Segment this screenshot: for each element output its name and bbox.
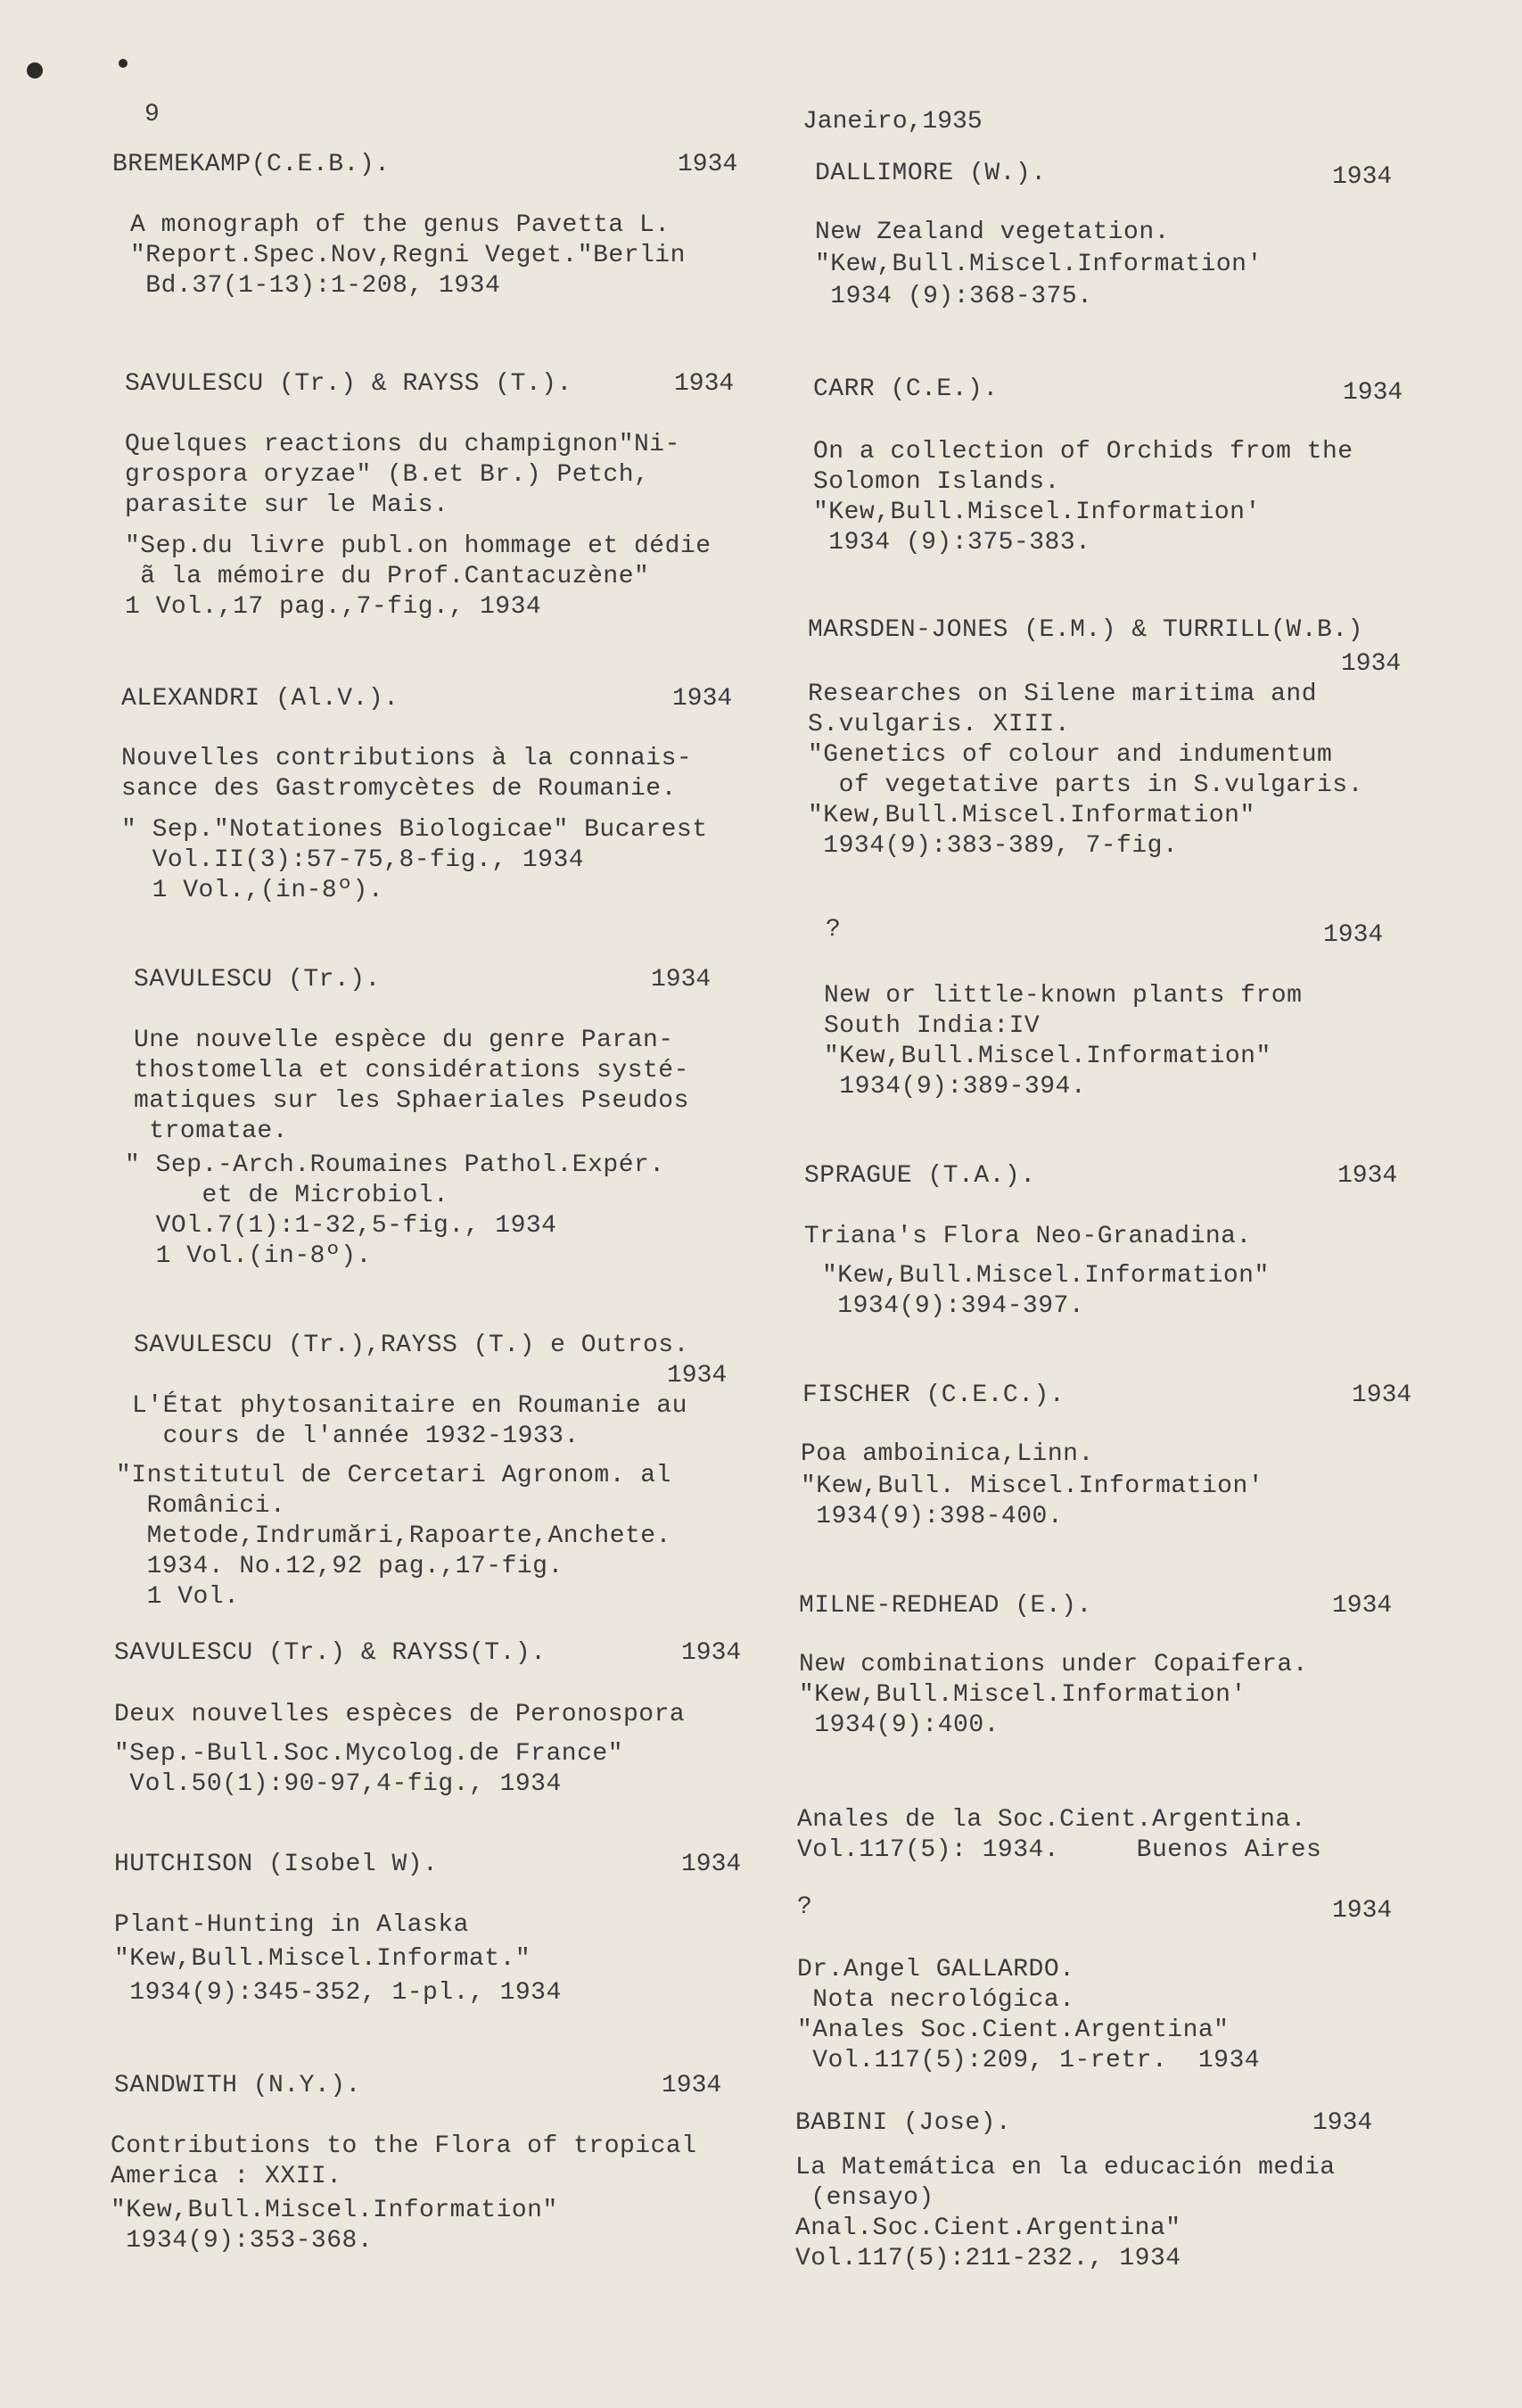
entry-line: "Sep.-Bull.Soc.Mycolog.de France" — [114, 1740, 623, 1768]
entry-line: "Kew,Bull.Miscel.Information" — [111, 2197, 558, 2224]
entry-line: Anal.Soc.Cient.Argentina" — [795, 2214, 1181, 2242]
entry-line: 1934(9):389-394. — [824, 1073, 1087, 1101]
entry-year: 1934 — [1323, 921, 1384, 949]
entry-line: America : XXII. — [111, 2163, 342, 2190]
entry-line: New Zealand vegetation. — [815, 219, 1170, 246]
entry-author: ALEXANDRI (Al.V.). — [121, 685, 399, 713]
entry-line: " Sep."Notationes Biologicae" Bucarest — [121, 816, 708, 844]
entry-author: ? — [826, 916, 842, 944]
entry-line: matiques sur les Sphaeriales Pseudos — [134, 1087, 689, 1115]
entry-author: SPRAGUE (T.A.). — [804, 1162, 1036, 1190]
entry-year: 1934 — [1337, 1162, 1398, 1190]
entry-line: 1 Vol. — [116, 1583, 240, 1611]
entry-author: FISCHER (C.E.C.). — [802, 1381, 1065, 1409]
entry-line: Vol.117(5): 1934. Buenos Aires — [797, 1836, 1322, 1864]
entry-author: Anales de la Soc.Cient.Argentina. — [797, 1806, 1306, 1834]
entry-author: SAVULESCU (Tr.),RAYSS (T.) e Outros. — [134, 1332, 689, 1359]
entry-line: (ensayo) — [795, 2184, 934, 2212]
entry-line: Nota necrológica. — [797, 1986, 1075, 2014]
entry-line: "Sep.du livre publ.on hommage et dédie — [125, 532, 712, 560]
entry-line: "Kew,Bull.Miscel.Information" — [822, 1262, 1270, 1290]
entry-year: 1934 — [1312, 2109, 1373, 2137]
entry-line: 1934(9):398-400. — [801, 1503, 1064, 1530]
entry-line: "Anales Soc.Cient.Argentina" — [797, 2016, 1230, 2044]
entry-line: 1934 (9):375-383. — [813, 529, 1091, 557]
entry-line: "Kew,Bull.Miscel.Information' — [813, 499, 1261, 526]
entry-year: 1934 — [674, 370, 735, 398]
punch-hole-mark — [27, 62, 43, 78]
entry-year: 1934 — [1332, 1592, 1393, 1620]
entry-year: 1934 — [667, 1362, 728, 1390]
entry-author: MILNE-REDHEAD (E.). — [799, 1592, 1092, 1620]
entry-line: 1934(9):345-352, 1-pl., 1934 — [114, 1979, 562, 2007]
entry-line: Vol.II(3):57-75,8-fig., 1934 — [121, 846, 585, 874]
entry-line: 1 Vol.(in-8º). — [125, 1242, 372, 1270]
entry-line: 1934. No.12,92 pag.,17-fig. — [116, 1553, 564, 1580]
entry-author: BREMEKAMP(C.E.B.). — [112, 151, 391, 178]
entry-line: ã la mémoire du Prof.Cantacuzène" — [125, 563, 650, 590]
entry-line: thostomella et considérations systé- — [134, 1057, 689, 1084]
entry-line: 1934(9):394-397. — [822, 1292, 1085, 1320]
entry-line: Contributions to the Flora of tropical — [111, 2132, 697, 2160]
entry-line: A monograph of the genus Pavetta L. — [130, 211, 671, 239]
entry-year: 1934 — [1343, 379, 1403, 407]
entry-author: DALLIMORE (W.). — [815, 160, 1047, 187]
entry-line: La Matemática en la educación media — [795, 2154, 1336, 2181]
entry-line: "Report.Spec.Nov,Regni Veget."Berlin — [130, 242, 686, 269]
entry-year: 1934 — [681, 1639, 742, 1667]
entry-line: "Kew,Bull.Miscel.Information" — [808, 802, 1255, 829]
entry-year: 1934 — [1332, 1897, 1393, 1925]
entry-line: " Sep.-Arch.Roumaines Pathol.Expér. — [125, 1151, 665, 1179]
entry-author: SAVULESCU (Tr.) & RAYSS (T.). — [125, 370, 572, 398]
entry-line: 1934(9):400. — [799, 1711, 1000, 1739]
entry-line: parasite sur le Mais. — [125, 491, 449, 519]
entry-year: 1934 — [651, 966, 712, 994]
entry-line: Bd.37(1-13):1-208, 1934 — [130, 272, 501, 300]
entry-author: BABINI (Jose). — [795, 2109, 1012, 2137]
entry-year: 1934 — [672, 685, 733, 713]
entry-line: Triana's Flora Neo-Granadina. — [804, 1223, 1252, 1250]
entry-line: tromatae. — [134, 1117, 289, 1145]
entry-line: Vol.117(5):211-232., 1934 — [795, 2245, 1181, 2272]
entry-line: "Institutul de Cercetari Agronom. al — [116, 1462, 671, 1489]
entry-line: of vegetative parts in S.vulgaris. — [808, 771, 1363, 799]
entry-line: 1934(9):353-368. — [111, 2227, 374, 2255]
entry-author: MARSDEN-JONES (E.M.) & TURRILL(W.B.) — [808, 616, 1363, 644]
entry-line: New or little-known plants from — [824, 982, 1303, 1010]
entry-author: CARR (C.E.). — [813, 375, 999, 403]
entry-author: ? — [797, 1893, 813, 1921]
entry-line: South India:IV — [824, 1012, 1041, 1040]
entry-year: 1934 — [1332, 163, 1393, 191]
entry-line: Poa amboinica,Linn. — [801, 1440, 1094, 1468]
page-number: 9 — [144, 101, 160, 128]
entry-year: 1934 — [1352, 1381, 1412, 1409]
entry-line: L'État phytosanitaire en Roumanie au — [132, 1392, 687, 1420]
entry-line: "Kew,Bull.Miscel.Information" — [824, 1043, 1271, 1070]
entry-line: Românici. — [116, 1492, 286, 1520]
punch-hole-mark — [119, 59, 128, 68]
date-heading: Janeiro,1935 — [802, 108, 983, 136]
entry-author: HUTCHISON (Isobel W). — [114, 1851, 439, 1878]
entry-year: 1934 — [681, 1851, 742, 1878]
entry-author: SAVULESCU (Tr.) & RAYSS(T.). — [114, 1639, 547, 1667]
entry-year: 1934 — [1341, 650, 1402, 678]
entry-line: Nouvelles contributions à la connais- — [121, 745, 693, 772]
entry-line: Dr.Angel GALLARDO. — [797, 1956, 1075, 1983]
entry-line: Une nouvelle espèce du genre Paran- — [134, 1027, 674, 1054]
entry-line: Plant-Hunting in Alaska — [114, 1911, 469, 1939]
entry-line: On a collection of Orchids from the — [813, 438, 1353, 466]
entry-author: SAVULESCU (Tr.). — [134, 966, 381, 994]
entry-author: SANDWITH (N.Y.). — [114, 2072, 361, 2099]
entry-line: grospora oryzae" (B.et Br.) Petch, — [125, 461, 650, 489]
entry-line: 1 Vol.,17 pag.,7-fig., 1934 — [125, 593, 542, 621]
entry-line: New combinations under Copaifera. — [799, 1651, 1308, 1678]
entry-line: 1934(9):383-389, 7-fig. — [808, 832, 1179, 860]
entry-line: "Kew,Bull.Miscel.Informat." — [114, 1945, 531, 1973]
entry-line: "Kew,Bull. Miscel.Information' — [801, 1472, 1264, 1500]
entry-line: cours de l'année 1932-1933. — [132, 1423, 580, 1450]
entry-line: Metode,Indrumări,Rapoarte,Anchete. — [116, 1522, 671, 1550]
entry-line: Vol.117(5):209, 1-retr. 1934 — [797, 2047, 1261, 2074]
entry-year: 1934 — [662, 2072, 722, 2099]
entry-line: S.vulgaris. XIII. — [808, 711, 1071, 738]
entry-line: "Kew,Bull.Miscel.Information' — [815, 251, 1263, 278]
entry-line: Researches on Silene maritima and — [808, 680, 1317, 708]
entry-year: 1934 — [678, 151, 738, 178]
entry-line: et de Microbiol. — [125, 1182, 449, 1209]
entry-line: Solomon Islands. — [813, 468, 1060, 496]
entry-line: sance des Gastromycètes de Roumanie. — [121, 775, 677, 803]
entry-line: "Kew,Bull.Miscel.Information' — [799, 1681, 1246, 1709]
entry-line: Deux nouvelles espèces de Peronospora — [114, 1701, 686, 1728]
entry-line: Quelques reactions du champignon"Ni- — [125, 431, 680, 458]
entry-line: 1934 (9):368-375. — [815, 283, 1093, 310]
entry-line: "Genetics of colour and indumentum — [808, 741, 1333, 769]
entry-line: Vol.50(1):90-97,4-fig., 1934 — [114, 1770, 562, 1798]
entry-line: VOl.7(1):1-32,5-fig., 1934 — [125, 1212, 557, 1240]
entry-line: 1 Vol.,(in-8º). — [121, 877, 384, 904]
